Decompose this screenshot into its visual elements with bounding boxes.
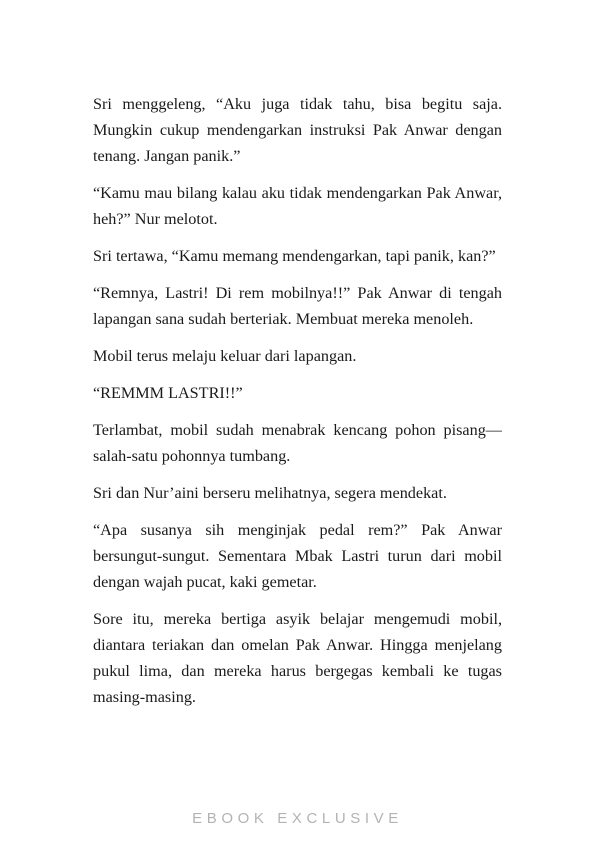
paragraph: Mobil terus melaju keluar dari lapangan.: [93, 347, 357, 365]
paragraph: Sri menggeleng, “Aku juga tidak tahu, bisa begitu saja. Mungkin cukup mendengarkan instruksi Pak Anwar dengan tenang. Jangan panik.”: [93, 95, 502, 165]
paragraph: Sri tertawa, “Kamu memang mendengarkan, tapi panik, kan?”: [93, 247, 496, 265]
paragraph: “REMMM LASTRI!!”: [93, 384, 243, 402]
paragraph: Terlambat, mobil sudah menabrak kencang pohon pisang—salah-satu pohonnya tumbang.: [93, 421, 502, 465]
paragraph: Sore itu, mereka bertiga asyik belajar mengemudi mobil, diantara teriakan dan omelan Pak Anwar. Hingga menjelang pukul lima, dan mereka harus bergegas kembali ke tugas masing-masing.: [93, 610, 502, 706]
footer-label: EBOOK EXCLUSIVE: [192, 810, 403, 827]
paragraph: “Apa susanya sih menginjak pedal rem?” Pak Anwar bersungut-sungut. Sementara Mbak Lastri turun dari mobil dengan wajah pucat, kaki gemetar.: [93, 521, 502, 591]
page-body: [93, 91, 502, 721]
paragraph: Sri dan Nur’aini berseru melihatnya, segera mendekat.: [93, 484, 447, 502]
paragraph: “Kamu mau bilang kalau aku tidak mendengarkan Pak Anwar, heh?” Nur melotot.: [93, 184, 502, 228]
paragraph: “Remnya, Lastri! Di rem mobilnya!!” Pak Anwar di tengah lapangan sana sudah berteriak. Membuat mereka menoleh.: [93, 284, 502, 328]
